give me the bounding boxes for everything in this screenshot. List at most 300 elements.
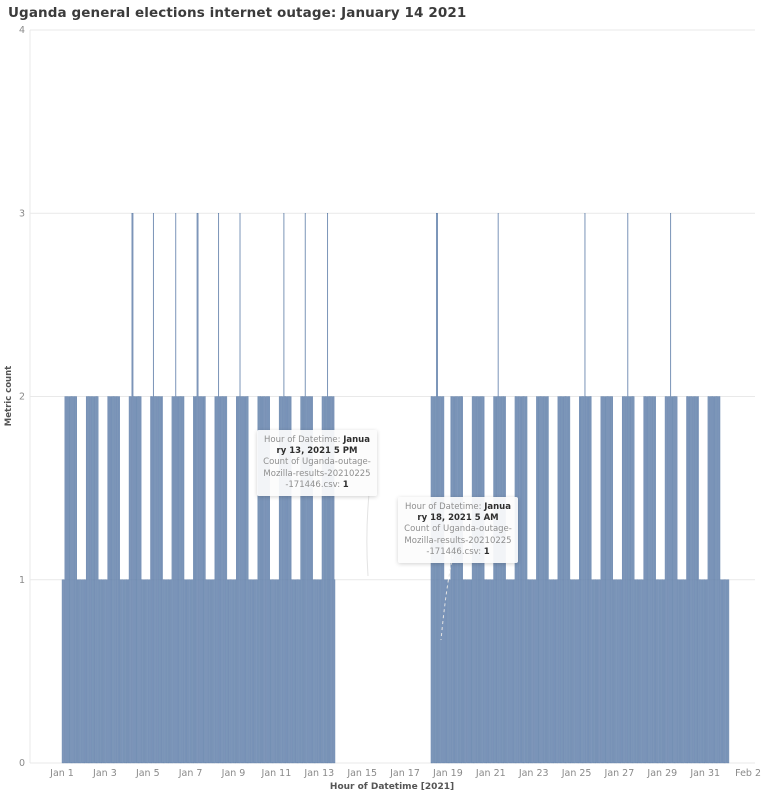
hour-bar[interactable] (531, 580, 532, 763)
hour-bar[interactable] (676, 397, 677, 764)
hour-bar[interactable] (652, 397, 653, 764)
hour-bar[interactable] (500, 397, 501, 764)
hour-bar[interactable] (551, 580, 552, 763)
hour-bar[interactable] (553, 580, 554, 763)
hour-bar[interactable] (617, 580, 618, 763)
hour-bar[interactable] (577, 580, 578, 763)
hour-bar[interactable] (712, 397, 713, 764)
hour-bar[interactable] (160, 397, 161, 764)
hour-bar[interactable] (640, 580, 641, 763)
hour-bar[interactable] (619, 580, 620, 763)
hour-bar[interactable] (560, 397, 561, 764)
hour-bar[interactable] (221, 397, 222, 764)
hour-bar[interactable] (249, 580, 250, 763)
hour-bar[interactable] (70, 397, 71, 764)
hour-bar[interactable] (526, 397, 527, 764)
hour-bar[interactable] (233, 580, 234, 763)
hour-bar[interactable] (136, 397, 137, 764)
hour-bar[interactable] (502, 397, 503, 764)
hour-bar[interactable] (644, 397, 645, 764)
hour-bar[interactable] (292, 580, 293, 763)
hour-bar[interactable] (599, 580, 600, 763)
hour-bar[interactable] (592, 580, 593, 763)
hour-bar[interactable] (548, 397, 549, 764)
hour-bar[interactable] (168, 580, 169, 763)
hour-bar[interactable] (248, 397, 249, 764)
hour-bar[interactable] (518, 397, 519, 764)
hour-bar[interactable] (510, 580, 511, 763)
hour-bar[interactable] (642, 580, 643, 763)
hour-bar[interactable] (468, 580, 469, 763)
hour-bar[interactable] (143, 580, 144, 763)
hour-bar[interactable] (647, 397, 648, 764)
hour-bar[interactable] (582, 397, 583, 764)
hour-bar[interactable] (600, 580, 601, 763)
hour-bar[interactable] (217, 397, 218, 764)
hour-bar[interactable] (678, 580, 679, 763)
hour-bar[interactable] (118, 397, 119, 764)
hour-bar[interactable] (449, 580, 450, 763)
hour-bar[interactable] (628, 397, 629, 764)
hour-bar[interactable] (481, 397, 482, 764)
hour-bar[interactable] (194, 397, 195, 764)
hour-bar[interactable] (637, 580, 638, 763)
hour-bar[interactable] (503, 397, 504, 764)
hour-bar[interactable] (223, 397, 224, 764)
hour-bar[interactable] (564, 397, 565, 764)
hour-bar[interactable] (140, 397, 141, 764)
hour-bar[interactable] (163, 580, 164, 763)
hour-bar[interactable] (708, 397, 709, 764)
hour-bar[interactable] (639, 580, 640, 763)
hour-bar[interactable] (478, 397, 479, 764)
hour-bar[interactable] (561, 397, 562, 764)
hour-bar[interactable] (299, 580, 300, 763)
hour-bar[interactable] (219, 397, 220, 764)
hour-bar[interactable] (699, 580, 700, 763)
hour-bar[interactable] (93, 397, 94, 764)
hour-bar[interactable] (595, 580, 596, 763)
hour-bar[interactable] (220, 397, 221, 764)
hour-bar[interactable] (134, 397, 135, 764)
hour-bar[interactable] (113, 397, 114, 764)
hour-bar[interactable] (715, 397, 716, 764)
hour-bar[interactable] (180, 397, 181, 764)
hour-bar[interactable] (633, 397, 634, 764)
hour-bar[interactable] (145, 580, 146, 763)
hour-bar[interactable] (172, 397, 173, 764)
hour-bar[interactable] (189, 580, 190, 763)
hour-bar[interactable] (66, 397, 67, 764)
hour-bar[interactable] (255, 580, 256, 763)
hour-bar[interactable] (67, 397, 68, 764)
hour-bar[interactable] (78, 580, 79, 763)
hour-bar[interactable] (651, 397, 652, 764)
hour-bar[interactable] (161, 397, 162, 764)
hour-bar[interactable] (572, 580, 573, 763)
hour-bar[interactable] (567, 397, 568, 764)
hour-bar[interactable] (159, 397, 160, 764)
hour-bar[interactable] (316, 580, 317, 763)
hour-bar[interactable] (115, 397, 116, 764)
hour-bar[interactable] (653, 397, 654, 764)
hour-bar[interactable] (549, 580, 550, 763)
hour-bar[interactable] (463, 580, 464, 763)
hour-bar[interactable] (485, 580, 486, 763)
hour-bar[interactable] (475, 397, 476, 764)
hour-bar[interactable] (461, 397, 462, 764)
hour-bar[interactable] (512, 580, 513, 763)
hour-bar[interactable] (671, 397, 672, 764)
hour-bar[interactable] (632, 397, 633, 764)
hour-bar[interactable] (435, 397, 436, 764)
hour-bar[interactable] (583, 397, 584, 764)
hour-bar[interactable] (275, 580, 276, 763)
hour-bar[interactable] (636, 580, 637, 763)
hour-bar[interactable] (146, 580, 147, 763)
hour-bar[interactable] (612, 397, 613, 764)
hour-bar[interactable] (644, 397, 645, 764)
hour-bar[interactable] (675, 397, 676, 764)
hour-bar[interactable] (518, 397, 519, 764)
hour-bar[interactable] (149, 580, 150, 763)
hour-bar[interactable] (453, 397, 454, 764)
hour-bar[interactable] (212, 580, 213, 763)
hour-bar[interactable] (507, 580, 508, 763)
hour-bar[interactable] (448, 580, 449, 763)
hour-bar[interactable] (175, 213, 176, 763)
hour-bar[interactable] (119, 397, 120, 764)
hour-bar[interactable] (663, 580, 664, 763)
hour-bar[interactable] (114, 397, 115, 764)
hour-bar[interactable] (92, 397, 93, 764)
hour-bar[interactable] (577, 580, 578, 763)
hour-bar[interactable] (204, 397, 205, 764)
hour-bar[interactable] (321, 580, 322, 763)
hour-bar[interactable] (654, 397, 655, 764)
hour-bar[interactable] (579, 397, 580, 764)
hour-bar[interactable] (537, 397, 538, 764)
hour-bar[interactable] (660, 580, 661, 763)
hour-bar[interactable] (588, 397, 589, 764)
hour-bar[interactable] (64, 580, 65, 763)
hour-bar[interactable] (192, 580, 193, 763)
hour-bar[interactable] (208, 580, 209, 763)
hour-bar[interactable] (552, 580, 553, 763)
hour-bar[interactable] (209, 580, 210, 763)
hour-bar[interactable] (440, 397, 441, 764)
hour-bar[interactable] (487, 580, 488, 763)
hour-bar[interactable] (638, 580, 639, 763)
hour-bar[interactable] (569, 397, 570, 764)
hour-bar[interactable] (516, 397, 517, 764)
hour-bar[interactable] (298, 580, 299, 763)
hour-bar[interactable] (73, 397, 74, 764)
hour-bar[interactable] (520, 397, 521, 764)
hour-bar[interactable] (217, 397, 218, 764)
hour-bar[interactable] (85, 580, 86, 763)
hour-bar[interactable] (488, 580, 489, 763)
hour-bar[interactable] (664, 580, 665, 763)
hour-bar[interactable] (116, 397, 117, 764)
hour-bar[interactable] (709, 397, 710, 764)
hour-bar[interactable] (444, 580, 445, 763)
hour-bar[interactable] (619, 580, 620, 763)
hour-bar[interactable] (250, 580, 251, 763)
hour-bar[interactable] (107, 580, 108, 763)
hour-bar[interactable] (593, 580, 594, 763)
hour-bar[interactable] (185, 580, 186, 763)
hour-bar[interactable] (685, 580, 686, 763)
hour-bar[interactable] (540, 397, 541, 764)
hour-bar[interactable] (655, 397, 656, 764)
hour-bar[interactable] (586, 397, 587, 764)
hour-bar[interactable] (724, 580, 725, 763)
hour-bar[interactable] (83, 580, 84, 763)
hour-bar[interactable] (162, 397, 163, 764)
hour-bar[interactable] (695, 397, 696, 764)
hour-bar[interactable] (704, 580, 705, 763)
hour-bar[interactable] (541, 397, 542, 764)
hour-bar[interactable] (665, 397, 666, 764)
hour-bar[interactable] (678, 580, 679, 763)
hour-bar[interactable] (66, 397, 67, 764)
hour-bar[interactable] (669, 397, 670, 764)
hour-bar[interactable] (469, 580, 470, 763)
hour-bar[interactable] (680, 580, 681, 763)
hour-bar[interactable] (514, 580, 515, 763)
hour-bar[interactable] (480, 397, 481, 764)
hour-bar[interactable] (91, 397, 92, 764)
hour-bar[interactable] (171, 580, 172, 763)
hour-bar[interactable] (534, 580, 535, 763)
hour-bar[interactable] (554, 580, 555, 763)
hour-bar[interactable] (177, 397, 178, 764)
hour-bar[interactable] (629, 397, 630, 764)
hour-bar[interactable] (691, 397, 692, 764)
hour-bar[interactable] (713, 397, 714, 764)
hour-bar[interactable] (573, 580, 574, 763)
hour-bar[interactable] (547, 397, 548, 764)
hour-bar[interactable] (183, 397, 184, 764)
hour-bar[interactable] (528, 580, 529, 763)
hour-bar[interactable] (455, 397, 456, 764)
hour-bar[interactable] (253, 580, 254, 763)
hour-bar[interactable] (71, 397, 72, 764)
hour-bar[interactable] (148, 580, 149, 763)
hour-bar[interactable] (296, 580, 297, 763)
hour-bar[interactable] (648, 397, 649, 764)
hour-bar[interactable] (216, 397, 217, 764)
hour-bar[interactable] (527, 397, 528, 764)
hour-bar[interactable] (132, 213, 133, 763)
hour-bar[interactable] (502, 397, 503, 764)
hour-bar[interactable] (94, 397, 95, 764)
hour-bar[interactable] (465, 580, 466, 763)
hour-bar[interactable] (627, 397, 628, 764)
hour-bar[interactable] (562, 397, 563, 764)
hour-bar[interactable] (234, 580, 235, 763)
hour-bar[interactable] (674, 397, 675, 764)
hour-bar[interactable] (271, 580, 272, 763)
hour-bar[interactable] (141, 397, 142, 764)
hour-bar[interactable] (102, 580, 103, 763)
hour-bar[interactable] (672, 397, 673, 764)
hour-bar[interactable] (436, 213, 437, 763)
hour-bar[interactable] (606, 397, 607, 764)
hour-bar[interactable] (174, 397, 175, 764)
hour-bar[interactable] (126, 580, 127, 763)
hour-bar[interactable] (72, 397, 73, 764)
hour-bar[interactable] (585, 397, 586, 764)
hour-bar[interactable] (580, 397, 581, 764)
hour-bar[interactable] (87, 397, 88, 764)
hour-bar[interactable] (200, 397, 201, 764)
hour-bar[interactable] (575, 580, 576, 763)
hour-bar[interactable] (542, 397, 543, 764)
hour-bar[interactable] (498, 213, 499, 763)
hour-bar[interactable] (272, 580, 273, 763)
hour-bar[interactable] (75, 397, 76, 764)
hour-bar[interactable] (668, 397, 669, 764)
hour-bar[interactable] (604, 397, 605, 764)
hour-bar[interactable] (719, 397, 720, 764)
hour-bar[interactable] (591, 397, 592, 764)
hour-bar[interactable] (176, 397, 177, 764)
hour-bar[interactable] (125, 580, 126, 763)
hour-bar[interactable] (276, 580, 277, 763)
hour-bar[interactable] (689, 397, 690, 764)
hour-bar[interactable] (297, 580, 298, 763)
hour-bar[interactable] (643, 580, 644, 763)
hour-bar[interactable] (167, 580, 168, 763)
hour-bar[interactable] (68, 397, 69, 764)
hour-bar[interactable] (696, 397, 697, 764)
hour-bar[interactable] (486, 580, 487, 763)
hour-bar[interactable] (673, 397, 674, 764)
hour-bar[interactable] (278, 580, 279, 763)
hour-bar[interactable] (182, 397, 183, 764)
hour-bar[interactable] (152, 397, 153, 764)
hour-bar[interactable] (697, 397, 698, 764)
hour-bar[interactable] (109, 397, 110, 764)
hour-bar[interactable] (124, 580, 125, 763)
hour-bar[interactable] (77, 580, 78, 763)
hour-bar[interactable] (153, 213, 154, 763)
hour-bar[interactable] (173, 397, 174, 764)
hour-bar[interactable] (522, 397, 523, 764)
hour-bar[interactable] (193, 397, 194, 764)
hour-bar[interactable] (702, 580, 703, 763)
hour-bar[interactable] (634, 397, 635, 764)
hour-bar[interactable] (566, 397, 567, 764)
hour-bar[interactable] (692, 397, 693, 764)
hour-bar[interactable] (611, 397, 612, 764)
hour-bar[interactable] (472, 397, 473, 764)
hour-bar[interactable] (251, 580, 252, 763)
hour-bar[interactable] (184, 580, 185, 763)
hour-bar[interactable] (151, 397, 152, 764)
hour-bar[interactable] (317, 580, 318, 763)
hour-bar[interactable] (169, 580, 170, 763)
hour-bar[interactable] (706, 580, 707, 763)
hour-bar[interactable] (474, 397, 475, 764)
hour-bar[interactable] (445, 580, 446, 763)
hour-bar[interactable] (601, 397, 602, 764)
hour-bar[interactable] (100, 580, 101, 763)
hour-bar[interactable] (207, 580, 208, 763)
hour-bar[interactable] (630, 397, 631, 764)
hour-bar[interactable] (720, 580, 721, 763)
hour-bar[interactable] (479, 397, 480, 764)
hour-bar[interactable] (574, 580, 575, 763)
hour-bar[interactable] (603, 397, 604, 764)
hour-bar[interactable] (452, 397, 453, 764)
hour-bar[interactable] (543, 397, 544, 764)
hour-bar[interactable] (625, 397, 626, 764)
hour-bar[interactable] (669, 397, 670, 764)
hour-bar[interactable] (493, 397, 494, 764)
hour-bar[interactable] (155, 397, 156, 764)
hour-bar[interactable] (81, 580, 82, 763)
hour-bar[interactable] (460, 397, 461, 764)
hour-bar[interactable] (694, 397, 695, 764)
hour-bar[interactable] (443, 397, 444, 764)
hour-bar[interactable] (142, 580, 143, 763)
hour-bar[interactable] (616, 580, 617, 763)
hour-bar[interactable] (236, 397, 237, 764)
hour-bar[interactable] (558, 397, 559, 764)
hour-bar[interactable] (84, 580, 85, 763)
hour-bar[interactable] (670, 213, 671, 763)
hour-bar[interactable] (623, 397, 624, 764)
hour-bar[interactable] (657, 580, 658, 763)
hour-bar[interactable] (164, 580, 165, 763)
hour-bar[interactable] (442, 397, 443, 764)
hour-bar[interactable] (705, 580, 706, 763)
hour-bar[interactable] (209, 580, 210, 763)
hour-bar[interactable] (509, 580, 510, 763)
hour-bar[interactable] (525, 397, 526, 764)
hour-bar[interactable] (521, 397, 522, 764)
hour-bar[interactable] (229, 580, 230, 763)
hour-bar[interactable] (476, 397, 477, 764)
hour-bar[interactable] (200, 397, 201, 764)
hour-bar[interactable] (594, 580, 595, 763)
hour-bar[interactable] (650, 397, 651, 764)
hour-bar[interactable] (725, 580, 726, 763)
hour-bar[interactable] (495, 397, 496, 764)
hour-bar[interactable] (569, 397, 570, 764)
hour-bar[interactable] (117, 397, 118, 764)
hour-bar[interactable] (144, 580, 145, 763)
hour-bar[interactable] (459, 397, 460, 764)
hour-bar[interactable] (493, 580, 494, 763)
hour-bar[interactable] (467, 580, 468, 763)
hour-bar[interactable] (473, 397, 474, 764)
hour-bar[interactable] (484, 397, 485, 764)
hour-bar[interactable] (213, 580, 214, 763)
hour-bar[interactable] (627, 213, 628, 763)
hour-bar[interactable] (596, 580, 597, 763)
hour-bar[interactable] (618, 580, 619, 763)
hour-bar[interactable] (656, 580, 657, 763)
hour-bar[interactable] (545, 397, 546, 764)
hour-bar[interactable] (154, 397, 155, 764)
hour-bar[interactable] (240, 213, 241, 763)
hour-bar[interactable] (105, 580, 106, 763)
hour-bar[interactable] (274, 580, 275, 763)
